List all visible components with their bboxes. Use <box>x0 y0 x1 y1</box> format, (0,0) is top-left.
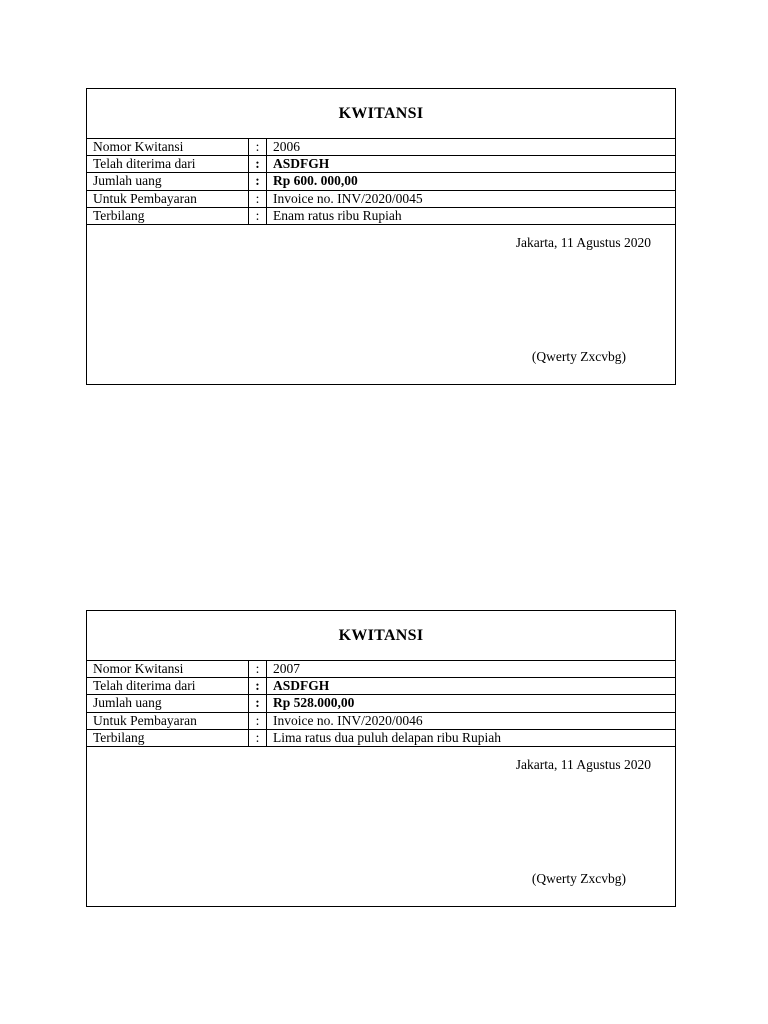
row-colon: : <box>249 730 267 746</box>
row-label: Terbilang <box>87 208 249 224</box>
receipt-card <box>86 88 676 385</box>
row-value: Enam ratus ribu Rupiah <box>273 207 402 223</box>
receipt-row-payment-for <box>87 191 675 208</box>
row-value: 2007 <box>273 661 300 676</box>
receipt-title: KWITANSI <box>338 105 424 122</box>
row-value: Rp 528.000,00 <box>273 695 355 711</box>
place-date: Jakarta, 11 Agustus 2020 <box>515 235 651 250</box>
receipt-table <box>87 660 675 747</box>
row-label: Terbilang <box>87 730 249 746</box>
row-label: Telah diterima dari <box>87 156 249 172</box>
row-label: Nomor Kwitansi <box>87 661 249 677</box>
row-value: Invoice no. INV/2020/0045 <box>273 190 423 206</box>
place-date: Jakarta, 11 Agustus 2020 <box>515 757 651 772</box>
row-colon: : <box>249 208 267 224</box>
row-colon: : <box>249 713 267 729</box>
row-colon: : <box>249 191 267 207</box>
receipt-row-number <box>87 661 675 678</box>
receipt-row-number <box>87 139 675 156</box>
row-colon: : <box>249 695 267 711</box>
row-value: Invoice no. INV/2020/0046 <box>273 712 423 728</box>
receipt-title: KWITANSI <box>338 627 424 644</box>
row-label: Jumlah uang <box>87 173 249 189</box>
signer-name: (Qwerty Zxcvbg) <box>531 871 626 886</box>
row-value: ASDFGH <box>273 156 330 172</box>
row-label: Nomor Kwitansi <box>87 139 249 155</box>
row-colon: : <box>249 678 267 694</box>
row-value: ASDFGH <box>273 678 330 694</box>
receipt-row-amount-in-words <box>87 208 675 225</box>
row-label: Telah diterima dari <box>87 678 249 694</box>
receipt-card <box>86 610 676 907</box>
row-label: Untuk Pembayaran <box>87 191 249 207</box>
receipt-row-received-from <box>87 678 675 695</box>
receipt-row-amount <box>87 695 675 712</box>
row-value: 2006 <box>273 139 300 154</box>
row-value: Rp 600. 000,00 <box>273 173 358 189</box>
row-label: Untuk Pembayaran <box>87 713 249 729</box>
row-colon: : <box>249 661 267 677</box>
row-colon: : <box>249 173 267 189</box>
signer-name: (Qwerty Zxcvbg) <box>531 349 626 364</box>
receipt-table <box>87 138 675 225</box>
receipt-row-amount-in-words <box>87 730 675 747</box>
receipt-row-amount <box>87 173 675 190</box>
receipt-row-payment-for <box>87 713 675 730</box>
row-colon: : <box>249 139 267 155</box>
row-value: Lima ratus dua puluh delapan ribu Rupiah <box>273 729 501 745</box>
row-colon: : <box>249 156 267 172</box>
row-label: Jumlah uang <box>87 695 249 711</box>
receipt-row-received-from <box>87 156 675 173</box>
